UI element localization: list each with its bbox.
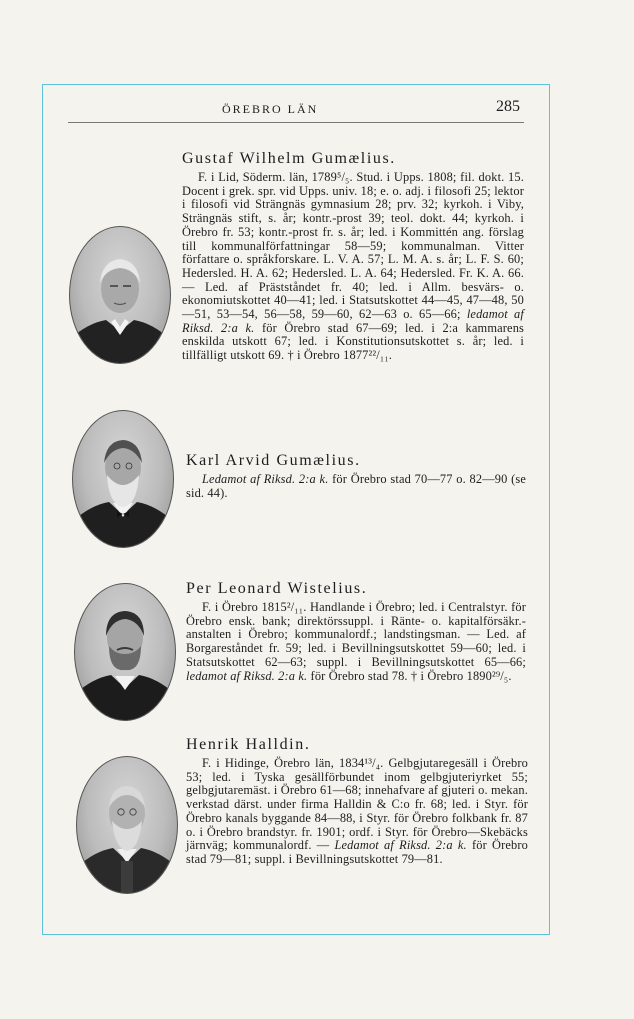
portrait-wistelius xyxy=(74,583,176,721)
bio-italic: Ledamot af Riksd. 2:a k. xyxy=(202,472,329,486)
bio-text: för Örebro stad 78. † i Örebro 1890²⁹/₅. xyxy=(307,668,512,683)
bio-text: F. i Lid, Söderm. län, 1789⁵/₅. Stud. i Upps. 1808; fil. dokt. 15. Docent i grek. spr. vid Upps. univ. 18; e. o. adj. i filosofi 25; lektor i filosofi vid Strängnäs gymnasium 28; prv. 32; kyrkoh. i Viby, Strängnäs stift, s. år; kontr.-prost 39; teol. dokt. 44; kyrkoh. i Örebro fr. 53; kontr.-prost fr. s. år; led. i Kommittén ang. förslag till kommunalförfattningar 58—59; kommunalman. Vitter författare o. språkforskare. L. V. A. 57; L. M. A. s. år; L. F. S. 60; Hedersled. H. A. 62; Hedersled. L. A. 64; Hedersled. Fr. K. A. 66. — Led. af Prästståndet fr. 40; led. i Allm. besvärs- o. ekonomiutskottet 40—41; led. i Statsutskottet 44—45, 47—48, 50—51, 53—54, 56—58, 59—60, 62—63 o. 65—66; xyxy=(182,170,524,322)
bio-text: F. i Örebro 1815²/₁₁. Handlande i Örebro; led. i Centralstyr. för Örebro ensk. bank; direktörssuppl. i Ränte- o. kapitalförsäkr.-anstalten i Örebro; kommunalordf.; landstingsman. — Led. af Borgareståndet fr. 59; led. i Bevillningsutskottet 59—60; led. i Statsutskottet 62—63; suppl. i Bevillningsutskottet 65—66; xyxy=(186,600,526,669)
page-number: 285 xyxy=(496,98,520,115)
bio-text: för Örebro stad 79—81; suppl. i Bevillningsutskottet 79—81. xyxy=(186,838,528,866)
bio-italic: ledamot af Riksd. 2:a k. xyxy=(186,668,308,683)
entry-name: Karl Arvid Gumælius. xyxy=(186,452,361,469)
bio-italic: ledamot af Riksd. 2:a k. xyxy=(182,307,524,335)
bio-italic: Ledamot af Riksd. 2:a k. xyxy=(334,838,467,853)
portrait-karl-gumaelius xyxy=(72,410,174,548)
bio-text: F. i Hidinge, Örebro län, 1834¹³/₄. Gelbgjutaregesäll i Örebro 53; led. i Tyska gesällförbundet inom gelbgjuteriyrket 55; gelbgjutaremäst. i Örebro 61—68; innehafvare af gjuteri o. mekan. verkstad därst. under firma Halldin & C:o fr. 68; led. i Styr. för Örebro kanals byggande 84—88, i Styr. för Örebro folkbank fr. 87 o. i Örebro brandstyr. fr. 1901; ordf. i Styr. för Örebro—Skebäcks järnväg; kommunalordf. — xyxy=(186,756,528,853)
entry-biography xyxy=(186,757,528,867)
running-head: ÖREBRO LÄN xyxy=(222,102,319,116)
entry-biography xyxy=(186,601,526,683)
header-rule xyxy=(68,122,524,123)
entry-biography xyxy=(182,171,524,363)
entry-name: Henrik Halldin. xyxy=(186,736,311,753)
entry-biography xyxy=(186,473,526,500)
bio-text: för Örebro stad 70—77 o. 82—90 (se sid. 44). xyxy=(186,472,526,500)
entry-name: Per Leonard Wistelius. xyxy=(186,580,368,597)
bio-text: för Örebro stad 67—69; led. i 2:a kammarens enskilda utskott 67; led. i Konstitutionsutskottet s. år; led. i tillfälligt utskott 69. † i Örebro 1877²²/₁₁. xyxy=(182,320,525,363)
portrait-gustaf-gumaelius xyxy=(69,226,171,364)
portrait-halldin xyxy=(76,756,178,894)
entry-name: Gustaf Wilhelm Gumælius. xyxy=(182,150,396,167)
